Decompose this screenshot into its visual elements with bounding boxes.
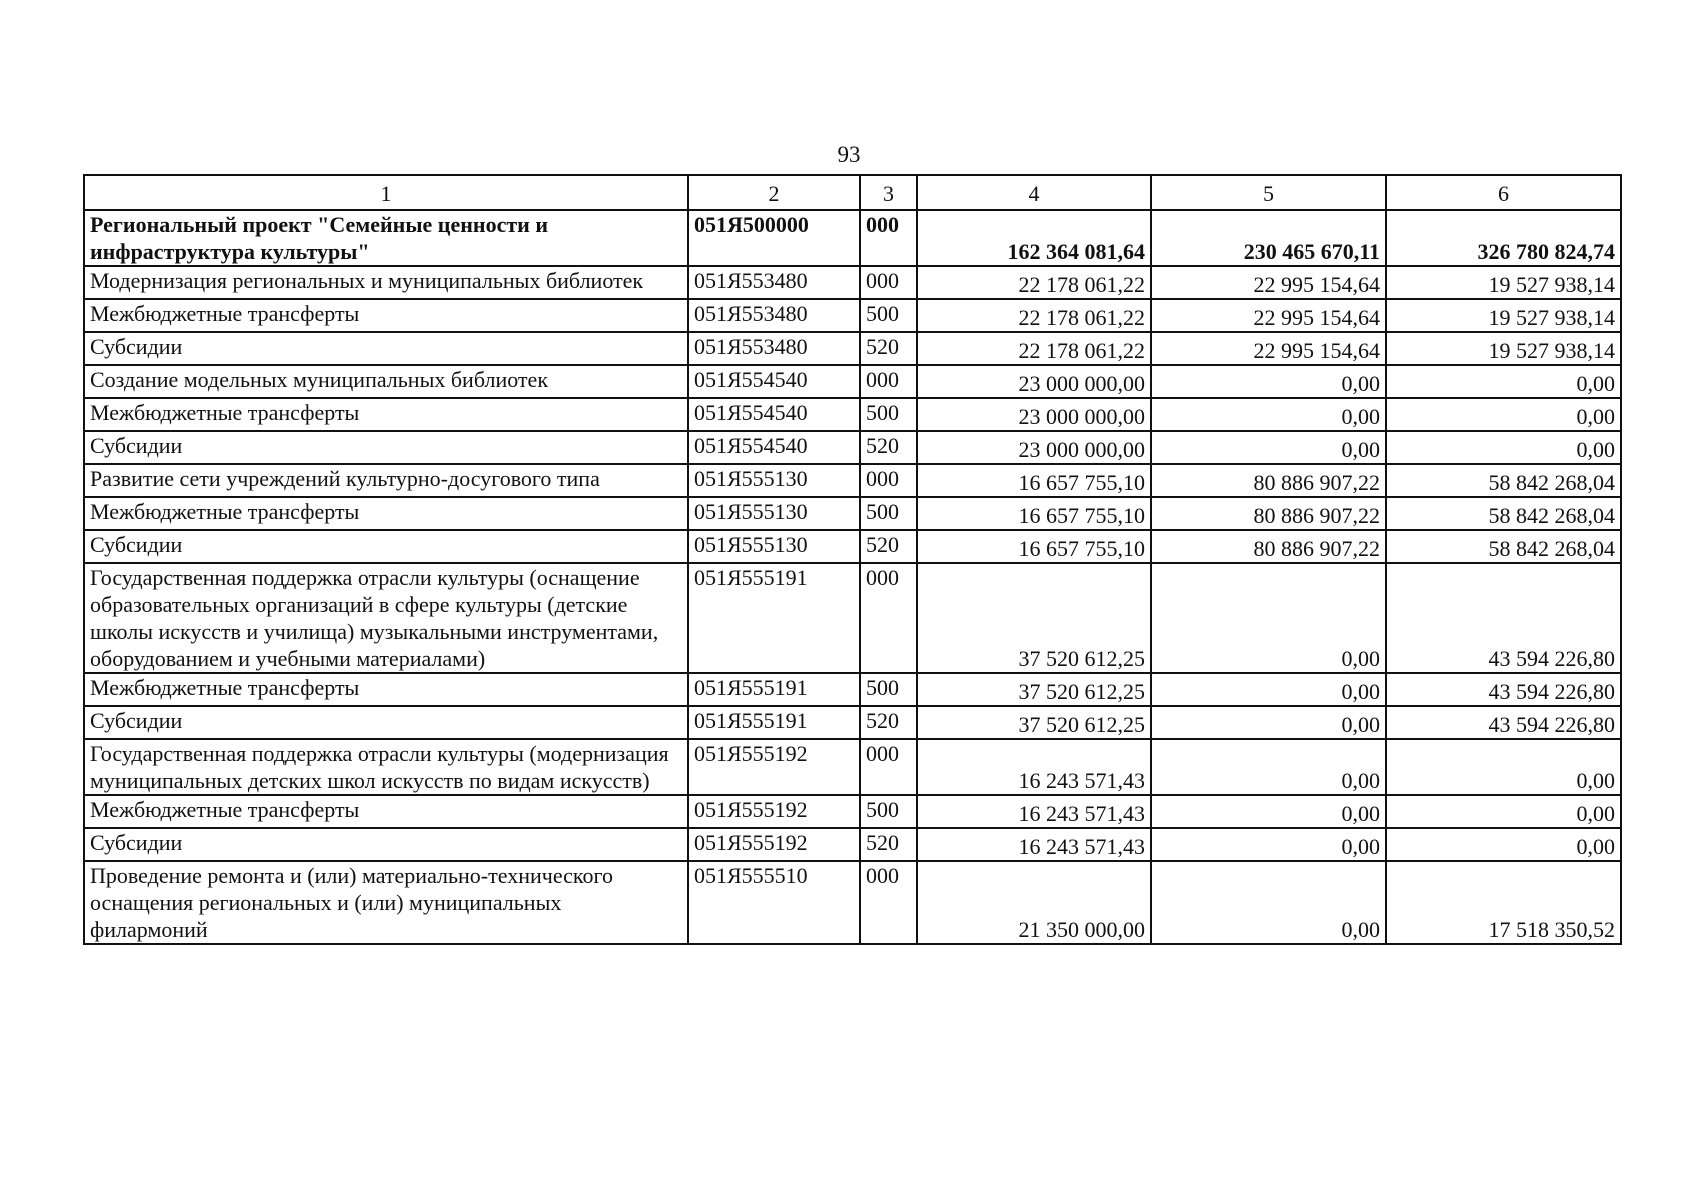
row-value-6: 0,00 <box>1386 398 1621 431</box>
row-code: 051Я554540 <box>688 398 860 431</box>
row-code: 051Я554540 <box>688 431 860 464</box>
column-header-6: 6 <box>1386 175 1621 210</box>
row-value-4: 16 243 571,43 <box>917 795 1151 828</box>
table-row <box>84 266 1621 299</box>
table-row <box>84 795 1621 828</box>
row-name: Субсидии <box>84 706 688 739</box>
row-value-6: 58 842 268,04 <box>1386 497 1621 530</box>
row-kvr: 520 <box>860 332 917 365</box>
row-name: Создание модельных муниципальных библиотек <box>84 365 688 398</box>
row-value-4: 16 657 755,10 <box>917 497 1151 530</box>
row-code: 051Я555192 <box>688 795 860 828</box>
row-code: 051Я555191 <box>688 706 860 739</box>
row-value-5: 80 886 907,22 <box>1151 530 1386 563</box>
row-value-5: 0,00 <box>1151 365 1386 398</box>
row-value-6: 19 527 938,14 <box>1386 266 1621 299</box>
row-value-6: 0,00 <box>1386 431 1621 464</box>
column-header-1: 1 <box>84 175 688 210</box>
table-row <box>84 861 1621 944</box>
row-kvr: 520 <box>860 431 917 464</box>
row-code: 051Я555130 <box>688 464 860 497</box>
row-name: Субсидии <box>84 828 688 861</box>
table-row <box>84 464 1621 497</box>
table-row <box>84 431 1621 464</box>
row-value-6: 19 527 938,14 <box>1386 299 1621 332</box>
row-value-4: 162 364 081,64 <box>917 210 1151 266</box>
row-code: 051Я500000 <box>688 210 860 266</box>
row-value-5: 80 886 907,22 <box>1151 464 1386 497</box>
row-kvr: 000 <box>860 266 917 299</box>
table-row <box>84 563 1621 673</box>
row-value-6: 43 594 226,80 <box>1386 673 1621 706</box>
table-row <box>84 332 1621 365</box>
row-value-6: 326 780 824,74 <box>1386 210 1621 266</box>
row-value-5: 0,00 <box>1151 431 1386 464</box>
row-name: Межбюджетные трансферты <box>84 398 688 431</box>
row-code: 051Я555191 <box>688 673 860 706</box>
row-value-4: 16 657 755,10 <box>917 464 1151 497</box>
row-value-4: 23 000 000,00 <box>917 365 1151 398</box>
row-value-6: 58 842 268,04 <box>1386 530 1621 563</box>
row-value-4: 37 520 612,25 <box>917 673 1151 706</box>
row-name: Государственная поддержка отрасли культуры (оснащение образовательных организаций в сфере культуры (детские школы искусств и училища) музыкальными инструментами, оборудованием и учебными материалами) <box>84 563 688 673</box>
row-value-4: 23 000 000,00 <box>917 398 1151 431</box>
row-value-6: 43 594 226,80 <box>1386 706 1621 739</box>
budget-table <box>83 174 1622 945</box>
table-row <box>84 497 1621 530</box>
row-kvr: 520 <box>860 530 917 563</box>
row-value-4: 23 000 000,00 <box>917 431 1151 464</box>
row-kvr: 500 <box>860 299 917 332</box>
row-name: Межбюджетные трансферты <box>84 795 688 828</box>
row-value-4: 22 178 061,22 <box>917 299 1151 332</box>
table-row <box>84 530 1621 563</box>
row-name: Модернизация региональных и муниципальных библиотек <box>84 266 688 299</box>
row-name: Региональный проект "Семейные ценности и инфраструктура культуры" <box>84 210 688 266</box>
table-row <box>84 210 1621 266</box>
row-value-4: 16 243 571,43 <box>917 739 1151 795</box>
table-body <box>84 210 1621 944</box>
row-code: 051Я555130 <box>688 530 860 563</box>
row-kvr: 500 <box>860 398 917 431</box>
row-value-4: 16 243 571,43 <box>917 828 1151 861</box>
row-value-4: 16 657 755,10 <box>917 530 1151 563</box>
row-name: Межбюджетные трансферты <box>84 497 688 530</box>
row-name: Субсидии <box>84 332 688 365</box>
row-code: 051Я553480 <box>688 299 860 332</box>
row-value-6: 0,00 <box>1386 365 1621 398</box>
row-value-5: 0,00 <box>1151 673 1386 706</box>
row-value-5: 0,00 <box>1151 828 1386 861</box>
row-value-5: 0,00 <box>1151 563 1386 673</box>
table-row <box>84 739 1621 795</box>
row-kvr: 500 <box>860 497 917 530</box>
table-row <box>84 365 1621 398</box>
row-kvr: 000 <box>860 464 917 497</box>
row-value-5: 80 886 907,22 <box>1151 497 1386 530</box>
column-header-5: 5 <box>1151 175 1386 210</box>
row-value-5: 22 995 154,64 <box>1151 299 1386 332</box>
row-code: 051Я554540 <box>688 365 860 398</box>
row-code: 051Я553480 <box>688 332 860 365</box>
row-value-4: 21 350 000,00 <box>917 861 1151 944</box>
row-kvr: 500 <box>860 673 917 706</box>
row-value-6: 0,00 <box>1386 828 1621 861</box>
table-row <box>84 706 1621 739</box>
column-header-3: 3 <box>860 175 917 210</box>
row-kvr: 000 <box>860 563 917 673</box>
table-row <box>84 398 1621 431</box>
row-code: 051Я555192 <box>688 828 860 861</box>
row-value-5: 0,00 <box>1151 861 1386 944</box>
page-number: 93 <box>837 142 861 167</box>
row-value-5: 0,00 <box>1151 706 1386 739</box>
row-code: 051Я555510 <box>688 861 860 944</box>
column-header-2: 2 <box>688 175 860 210</box>
table-row <box>84 299 1621 332</box>
row-value-5: 230 465 670,11 <box>1151 210 1386 266</box>
row-value-5: 22 995 154,64 <box>1151 266 1386 299</box>
row-name: Проведение ремонта и (или) материально-технического оснащения региональных и (или) муниципальных филармоний <box>84 861 688 944</box>
row-name: Межбюджетные трансферты <box>84 673 688 706</box>
row-name: Субсидии <box>84 431 688 464</box>
row-code: 051Я553480 <box>688 266 860 299</box>
row-kvr: 000 <box>860 861 917 944</box>
row-kvr: 000 <box>860 365 917 398</box>
row-name: Государственная поддержка отрасли культуры (модернизация муниципальных детских школ искусств по видам искусств) <box>84 739 688 795</box>
row-value-6: 0,00 <box>1386 739 1621 795</box>
row-value-5: 0,00 <box>1151 398 1386 431</box>
row-code: 051Я555192 <box>688 739 860 795</box>
header-row <box>84 175 1621 210</box>
row-kvr: 520 <box>860 828 917 861</box>
row-kvr: 000 <box>860 739 917 795</box>
row-value-4: 37 520 612,25 <box>917 563 1151 673</box>
row-value-4: 37 520 612,25 <box>917 706 1151 739</box>
table-row <box>84 828 1621 861</box>
row-value-6: 43 594 226,80 <box>1386 563 1621 673</box>
column-header-4: 4 <box>917 175 1151 210</box>
row-value-5: 0,00 <box>1151 795 1386 828</box>
row-name: Субсидии <box>84 530 688 563</box>
row-value-6: 58 842 268,04 <box>1386 464 1621 497</box>
row-code: 051Я555130 <box>688 497 860 530</box>
table-row <box>84 673 1621 706</box>
row-kvr: 000 <box>860 210 917 266</box>
row-kvr: 500 <box>860 795 917 828</box>
row-value-4: 22 178 061,22 <box>917 332 1151 365</box>
row-value-6: 0,00 <box>1386 795 1621 828</box>
row-value-5: 22 995 154,64 <box>1151 332 1386 365</box>
row-value-6: 19 527 938,14 <box>1386 332 1621 365</box>
row-value-5: 0,00 <box>1151 739 1386 795</box>
row-code: 051Я555191 <box>688 563 860 673</box>
row-value-6: 17 518 350,52 <box>1386 861 1621 944</box>
row-kvr: 520 <box>860 706 917 739</box>
row-name: Развитие сети учреждений культурно-досугового типа <box>84 464 688 497</box>
row-value-4: 22 178 061,22 <box>917 266 1151 299</box>
row-name: Межбюджетные трансферты <box>84 299 688 332</box>
